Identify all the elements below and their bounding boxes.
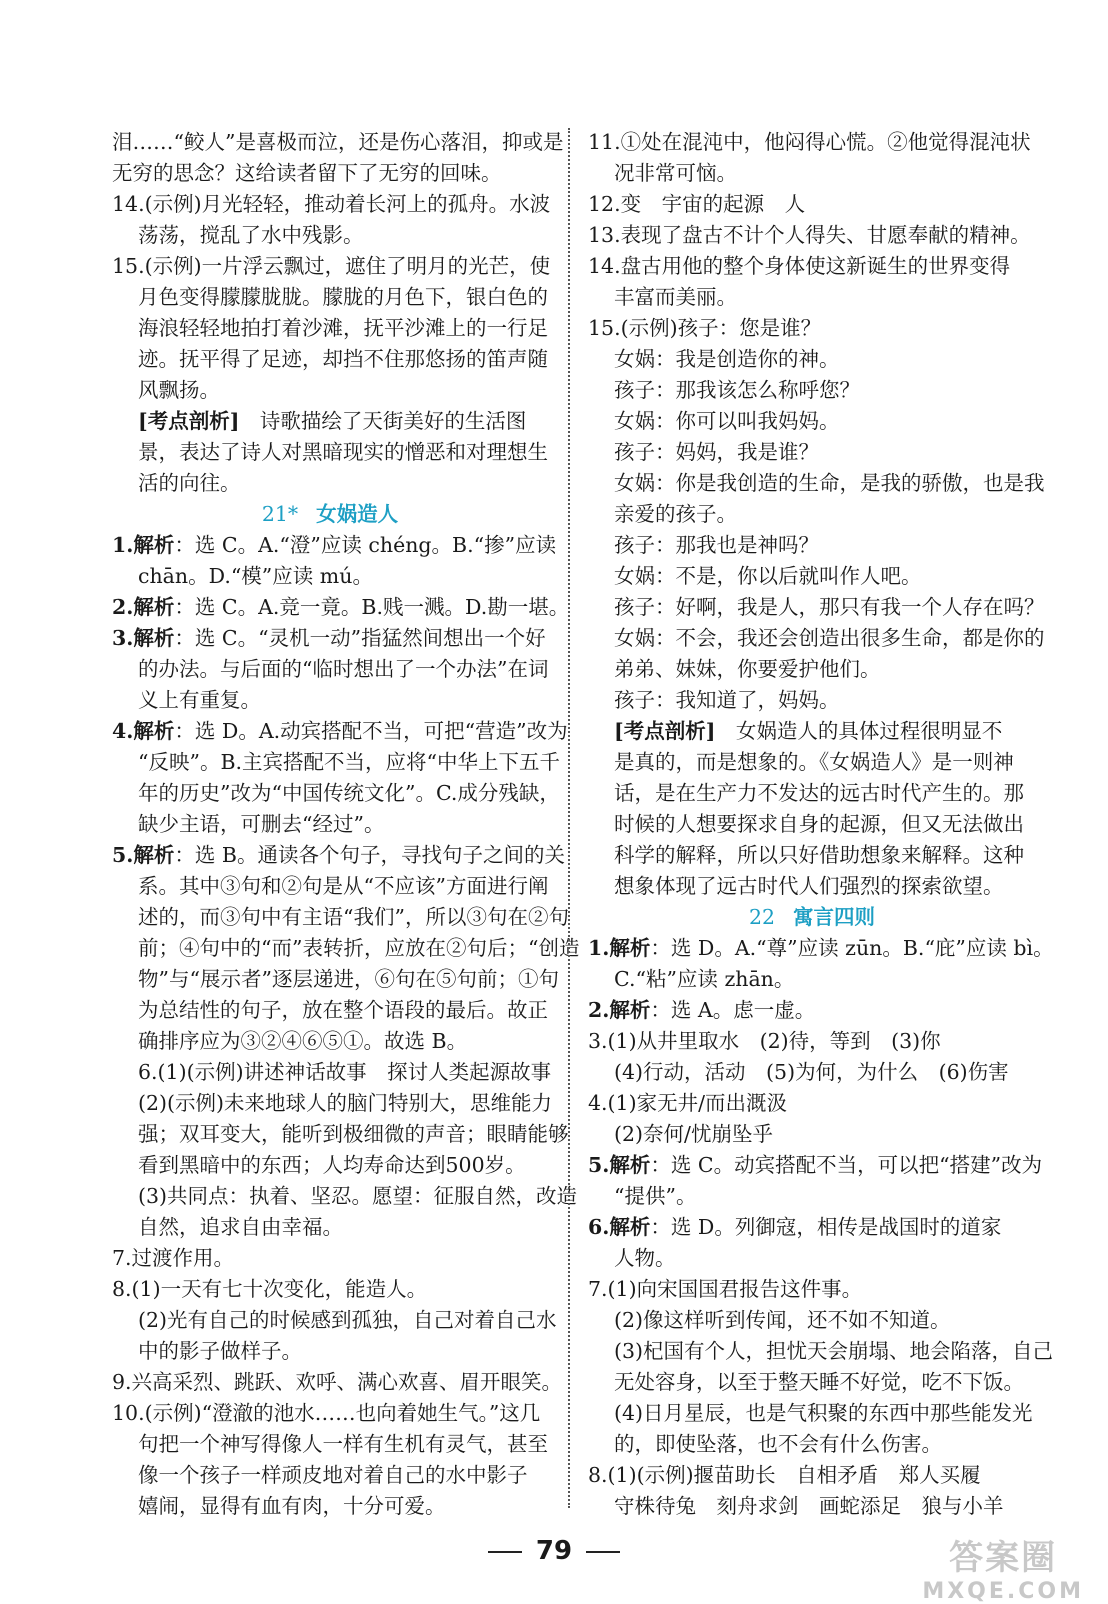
text-line: [588, 189, 1036, 220]
text-line: [588, 623, 1045, 654]
line-text: “反映”。B.主宾搭配不当，应将“中华上下五千: [138, 750, 561, 774]
text-line: [112, 127, 564, 158]
line-text: 女娲：你是我创造的生命，是我的骄傲，也是我: [614, 471, 1045, 495]
line-text: 物”与“展示者”逐层递进，⑥句在⑤句前；①句: [138, 967, 559, 991]
line-text: 孩子：好啊，我是人，那只有我一个人存在吗？: [614, 595, 1045, 619]
text-line: [588, 654, 1036, 685]
line-text: 迹。抚平得了足迹，却挡不住那悠扬的笛声随: [138, 347, 548, 371]
text-line: [112, 592, 570, 623]
text-line: [112, 1119, 569, 1150]
text-line: [112, 1057, 552, 1088]
footer-dash-right: [586, 1551, 620, 1553]
text-line: [112, 189, 551, 220]
text-line: [112, 654, 548, 685]
text-line: [588, 1460, 1036, 1491]
line-text: 亲爱的孩子。: [614, 502, 737, 526]
line-text: 4.(1)家无井/而出溉汲: [588, 1091, 788, 1115]
line-text: 看到黑暗中的东西；人均寿命达到500岁。: [138, 1153, 526, 1177]
line-text: 系。其中③句和②句是从“不应该”方面进行阐: [138, 874, 549, 898]
site-watermark: [922, 1530, 1084, 1604]
line-text: 7.(1)向宋国国君报告这件事。: [588, 1277, 863, 1301]
line-text: ：选 C。动宾搭配不当，可以把“搭建”改为: [650, 1153, 1043, 1177]
line-text: 无穷的思念？这给读者留下了无穷的回味。: [112, 161, 502, 185]
text-line: [588, 344, 1036, 375]
column-divider: [568, 128, 570, 1508]
text-line: [588, 871, 1036, 902]
line-text: (4)日月星辰，也是气积聚的东西中那些能发光: [614, 1401, 1033, 1425]
section-heading: [588, 902, 1036, 933]
line-text: 12.变 宇宙的起源 人: [588, 192, 806, 216]
line-text: 孩子：妈妈，我是谁？: [614, 440, 819, 464]
line-text: 是真的，而是想象的。《女娲造人》是一则神: [614, 750, 1014, 774]
line-text: (4)行动，活动 (5)为何，为什么 (6)伤害: [614, 1060, 1009, 1084]
text-line: [588, 1274, 1036, 1305]
line-text: 女娲：我是创造你的神。: [614, 347, 840, 371]
text-line: [588, 127, 1036, 158]
left-column: [112, 127, 580, 1522]
line-text: 15.(示例)孩子：您是谁？: [588, 316, 822, 340]
line-text: 女娲：不会，我还会创造出很多生命，都是你的: [614, 626, 1045, 650]
line-text: 孩子：那我该怎么称呼您？: [614, 378, 860, 402]
line-text: 想象体现了远古时代人们强烈的探索欲望。: [614, 874, 1004, 898]
line-text: 况非常可恼。: [614, 161, 737, 185]
text-line: [112, 778, 560, 809]
line-text: chān。D.“模”应读 mú。: [138, 564, 373, 588]
section-title: 寓言四则: [793, 905, 876, 929]
line-text: 6.(1)(示例)讲述神话故事 探讨人类起源故事: [138, 1060, 552, 1084]
text-line: [112, 1305, 557, 1336]
line-text: C.“粘”应读 zhān。: [614, 967, 795, 991]
line-text: 的，即使坠落，也不会有什么伤害。: [614, 1432, 942, 1456]
text-line: [588, 1367, 1036, 1398]
answer-label: 5.解析: [112, 843, 175, 867]
text-line: [112, 964, 559, 995]
watermark-url: MXQE.COM: [922, 1579, 1084, 1604]
text-line: [588, 561, 1036, 592]
line-text: (2)像这样听到传闻，还不如不知道。: [614, 1308, 951, 1332]
text-line: [588, 1088, 1036, 1119]
text-line: [588, 716, 1036, 747]
text-line: [112, 871, 548, 902]
text-line: [588, 1491, 1036, 1522]
line-text: 句把一个神写得像人一样有生机有灵气，甚至: [138, 1432, 548, 1456]
text-line: [112, 747, 561, 778]
text-line: [588, 1243, 1036, 1274]
line-text: 为总结性的句子，放在整个语段的最后。故正: [138, 998, 548, 1022]
line-text: 强；双耳变大，能听到极细微的声音；眼睛能够: [138, 1122, 569, 1146]
line-text: 科学的解释，所以只好借助想象来解释。这种: [614, 843, 1024, 867]
line-text: 3.(1)从井里取水 (2)待，等到 (3)你: [588, 1029, 941, 1053]
text-line: [112, 344, 548, 375]
text-line: [112, 1150, 548, 1181]
text-line: [588, 313, 1036, 344]
line-text: 孩子：那我也是神吗？: [614, 533, 819, 557]
answer-label: 1.解析: [112, 533, 175, 557]
line-text: 像一个孩子一样顽皮地对着自己的水中影子: [138, 1463, 528, 1487]
line-text: 年的历史”改为“中国传统文化”。C.成分残缺，: [138, 781, 560, 805]
text-line: [112, 685, 548, 716]
text-line: [112, 1181, 578, 1212]
line-text: 8.(1)一天有七十次变化，能造人。: [112, 1277, 428, 1301]
line-text: ：选 A。虑一虚。: [650, 998, 816, 1022]
text-line: [112, 995, 548, 1026]
answer-label: 4.解析: [112, 719, 175, 743]
text-line: [588, 1119, 1036, 1150]
answer-label: 5.解析: [588, 1153, 651, 1177]
line-text: 确排序应为③②④⑥⑤①。故选 B。: [138, 1029, 468, 1053]
line-text: 女娲：不是，你以后就叫作人吧。: [614, 564, 922, 588]
text-line: [112, 1491, 548, 1522]
line-text: 10.(示例)“澄澈的池水……也向着她生气。”这几: [112, 1401, 541, 1425]
text-line: [588, 964, 1036, 995]
text-line: [112, 1026, 548, 1057]
line-text: 15.(示例)一片浮云飘过，遮住了明月的光芒，使: [112, 254, 551, 278]
answer-label: [考点剖析]: [614, 719, 716, 743]
line-text: 女娲造人的具体过程很明显不: [715, 719, 1003, 743]
text-line: [112, 809, 548, 840]
page-number: 79: [535, 1536, 573, 1566]
line-text: “提供”。: [614, 1184, 697, 1208]
text-line: [112, 1398, 548, 1429]
answer-label: 6.解析: [588, 1215, 651, 1239]
text-line: [588, 1305, 1036, 1336]
text-line: [588, 933, 1054, 964]
line-text: 活的向往。: [138, 471, 241, 495]
line-text: 前；④句中的“而”表转折，应放在②句后；“创造: [138, 936, 580, 960]
section-title: 女娲造人: [316, 502, 399, 526]
text-line: [588, 1026, 1036, 1057]
section-heading: [112, 499, 548, 530]
line-text: ：选 B。通读各个句子，寻找句子之间的关: [174, 843, 565, 867]
text-line: [588, 251, 1036, 282]
watermark-logo-text: 答案圈: [949, 1538, 1058, 1578]
section-number: 21*: [261, 502, 299, 526]
text-line: [112, 251, 551, 282]
right-column: [588, 127, 1054, 1522]
line-text: 11.①处在混沌中，他闷得心慌。②他觉得混沌状: [588, 130, 1031, 154]
answer-label: [考点剖析]: [138, 409, 240, 433]
text-line: [588, 375, 1036, 406]
text-line: [588, 1336, 1054, 1367]
text-line: [112, 933, 580, 964]
answer-label: 3.解析: [112, 626, 175, 650]
text-line: [112, 1460, 548, 1491]
text-line: [588, 778, 1036, 809]
line-text: (2)光有自己的时候感到孤独，自己对着自己水: [138, 1308, 557, 1332]
text-line: [588, 468, 1045, 499]
line-text: 守株待兔 刻舟求剑 画蛇添足 狼与小羊: [614, 1494, 1004, 1518]
line-text: 14.(示例)月光轻轻，推动着长河上的孤舟。水波: [112, 192, 551, 216]
text-line: [112, 1429, 548, 1460]
line-text: 风飘扬。: [138, 378, 220, 402]
line-text: 丰富而美丽。: [614, 285, 737, 309]
text-line: [588, 437, 1036, 468]
line-text: 无处容身，以至于整天睡不好觉，吃不下饭。: [614, 1370, 1024, 1394]
text-line: [588, 220, 1036, 251]
line-text: 孩子：我知道了，妈妈。: [614, 688, 840, 712]
line-text: 义上有重复。: [138, 688, 261, 712]
text-line: [588, 406, 1036, 437]
text-line: [588, 995, 1036, 1026]
line-text: ：选 C。A.竞一竟。B.贱一溅。D.勘一堪。: [174, 595, 570, 619]
text-line: [112, 437, 548, 468]
line-text: 弟弟、妹妹，你要爱护他们。: [614, 657, 881, 681]
text-line: [112, 716, 568, 747]
line-text: ：选 D。A.“尊”应读 zūn。B.“庇”应读 bì。: [650, 936, 1054, 960]
text-line: [112, 1274, 548, 1305]
line-text: (3)杞国有个人，担忧天会崩塌、地会陷落，自己: [614, 1339, 1054, 1363]
section-number: 22: [748, 905, 776, 929]
line-text: 8.(1)(示例)揠苗助长 自相矛盾 郑人买履: [588, 1463, 981, 1487]
text-line: [588, 840, 1036, 871]
line-text: ：选 D。A.动宾搭配不当，可把“营造”改为: [174, 719, 568, 743]
text-line: [112, 1243, 548, 1274]
line-text: 14.盘古用他的整个身体使这新诞生的世界变得: [588, 254, 1011, 278]
text-line: [112, 375, 548, 406]
text-line: [112, 840, 565, 871]
text-line: [112, 561, 548, 592]
line-text: ：选 C。A.“澄”应读 chéng。B.“掺”应读: [174, 533, 557, 557]
text-line: [588, 499, 1036, 530]
text-line: [588, 1398, 1036, 1429]
line-text: 述的，而③句中有主语“我们”，所以③句在②句: [138, 905, 569, 929]
text-line: [588, 809, 1036, 840]
line-text: 诗歌描绘了天街美好的生活图: [239, 409, 527, 433]
line-text: ：选 C。“灵机一动”指猛然间想出一个好: [174, 626, 546, 650]
answer-label: 2.解析: [588, 998, 651, 1022]
text-line: [588, 1212, 1036, 1243]
text-line: [588, 592, 1045, 623]
line-text: 月色变得朦朦胧胧。朦胧的月色下，银白色的: [138, 285, 548, 309]
answer-label: 2.解析: [112, 595, 175, 619]
line-text: 自然，追求自由幸福。: [138, 1215, 343, 1239]
line-text: 泪……“鲛人”是喜极而泣，还是伤心落泪，抑或是: [112, 130, 564, 154]
text-line: [588, 530, 1036, 561]
line-text: ：选 D。列御寇，相传是战国时的道家: [650, 1215, 1002, 1239]
text-line: [588, 282, 1036, 313]
line-text: 话，是在生产力不发达的远古时代产生的。那: [614, 781, 1024, 805]
line-text: 的办法。与后面的“临时想出了一个办法”在词: [138, 657, 549, 681]
line-text: 女娲：你可以叫我妈妈。: [614, 409, 840, 433]
line-text: 景，表达了诗人对黑暗现实的憎恶和对理想生: [138, 440, 548, 464]
line-text: 缺少主语，可删去“经过”。: [138, 812, 385, 836]
line-text: 嬉闹，显得有血有肉，十分可爱。: [138, 1494, 446, 1518]
text-line: [588, 158, 1036, 189]
text-line: [588, 685, 1036, 716]
line-text: 人物。: [614, 1246, 676, 1270]
text-line: [112, 623, 548, 654]
line-text: 荡荡，搅乱了水中残影。: [138, 223, 364, 247]
text-line: [112, 468, 548, 499]
text-line: [112, 282, 548, 313]
text-line: [588, 1150, 1043, 1181]
text-line: [112, 1336, 548, 1367]
line-text: (2)(示例)未来地球人的脑门特别大，思维能力: [138, 1091, 553, 1115]
text-line: [112, 1367, 563, 1398]
text-line: [112, 902, 569, 933]
footer-dash-left: [488, 1551, 522, 1553]
line-text: 9.兴高采烈、跳跃、欢呼、满心欢喜、眉开眼笑。: [112, 1370, 563, 1394]
text-line: [588, 1429, 1036, 1460]
text-line: [588, 1181, 1036, 1212]
line-text: 13.表现了盘古不计个人得失、甘愿奉献的精神。: [588, 223, 1031, 247]
text-line: [112, 530, 557, 561]
text-line: [588, 1057, 1036, 1088]
line-text: 7.过渡作用。: [112, 1246, 235, 1270]
line-text: 海浪轻轻地拍打着沙滩，抚平沙滩上的一行足: [138, 316, 548, 340]
text-line: [112, 158, 548, 189]
text-line: [588, 747, 1036, 778]
text-line: [112, 313, 548, 344]
line-text: (2)奈何/忧崩坠乎: [614, 1122, 773, 1146]
text-line: [112, 1088, 553, 1119]
text-line: [112, 406, 548, 437]
text-line: [112, 1212, 548, 1243]
answer-label: 1.解析: [588, 936, 651, 960]
line-text: 时候的人想要探求自身的起源，但又无法做出: [614, 812, 1024, 836]
line-text: (3)共同点：执着、坚忍。愿望：征服自然，改造: [138, 1184, 578, 1208]
line-text: 中的影子做样子。: [138, 1339, 302, 1363]
text-line: [112, 220, 548, 251]
